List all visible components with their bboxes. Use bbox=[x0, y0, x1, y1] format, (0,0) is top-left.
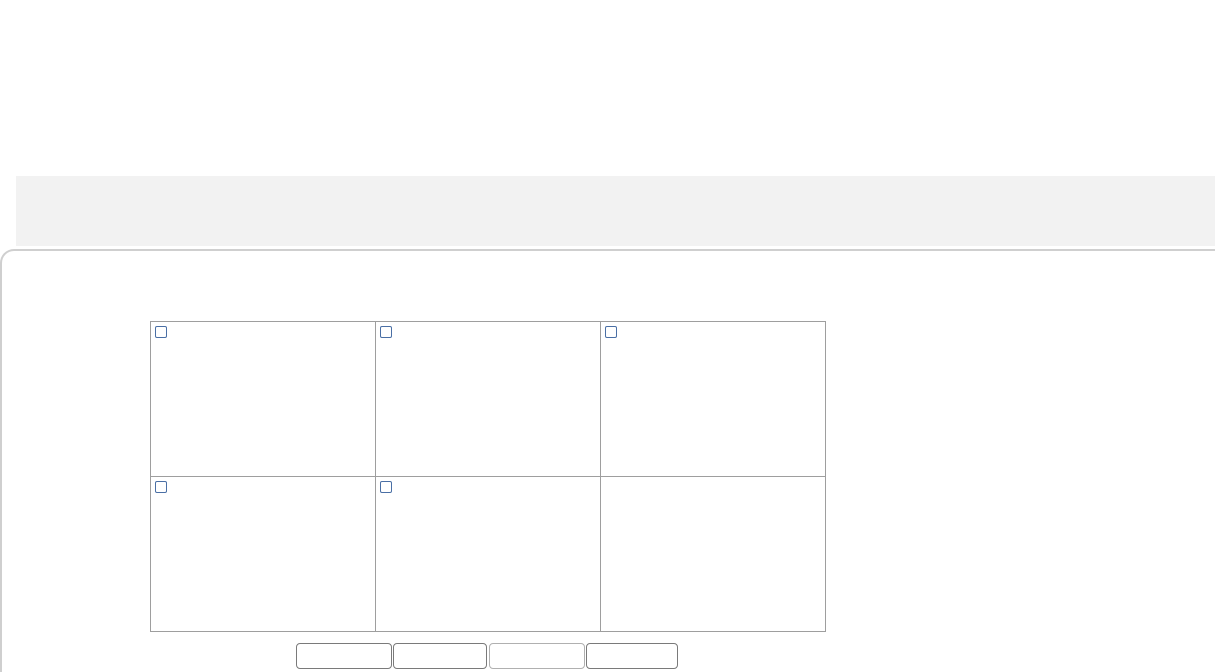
give-up-button[interactable] bbox=[586, 643, 678, 669]
intensity-graph bbox=[151, 477, 375, 631]
feedback-button[interactable] bbox=[489, 643, 585, 669]
intensity-graph bbox=[376, 322, 600, 476]
graph-option-5[interactable] bbox=[375, 476, 601, 632]
grade-summary bbox=[1041, 317, 1209, 369]
graph-option-3[interactable] bbox=[600, 321, 826, 477]
graph-option-2[interactable] bbox=[375, 321, 601, 477]
intensity-graph bbox=[376, 477, 600, 631]
graph-option-4[interactable] bbox=[150, 476, 376, 632]
intensity-graph bbox=[601, 322, 825, 476]
part-a-panel bbox=[16, 176, 1215, 246]
empty-graph-cell bbox=[600, 476, 826, 632]
hint-button[interactable] bbox=[393, 643, 487, 669]
intensity-graph bbox=[151, 322, 375, 476]
submit-button[interactable] bbox=[296, 643, 392, 669]
graph-option-1[interactable] bbox=[150, 321, 376, 477]
